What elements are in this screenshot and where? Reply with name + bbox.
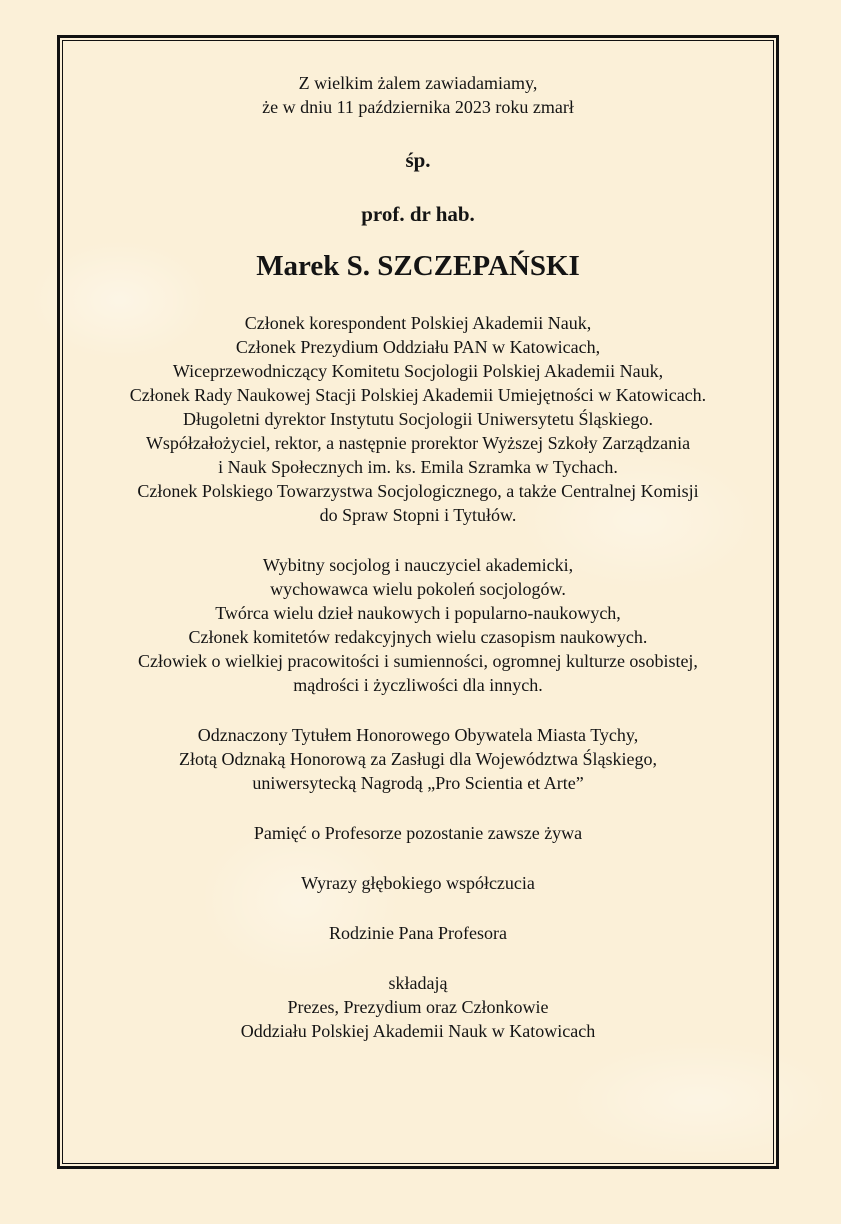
signature-line: składają [388,973,448,993]
role-line: Członek Prezydium Oddziału PAN w Katowicach, [235,337,601,357]
intro-block [60,71,776,119]
role-line: Wiceprzewodniczący Komitetu Socjologii Polskiej Akademii Nauk, [172,361,664,381]
signature-line: Prezes, Prezydium oraz Członkowie [287,997,549,1017]
award-line: uniwersytecką Nagrodą „Pro Scientia et Arte” [252,773,584,793]
memory-line: Pamięć o Profesorze pozostanie zawsze żywa [253,823,583,843]
tribute-line: mądrości i życzliwości dla innych. [293,675,543,695]
award-line: Złotą Odznaką Honorową za Zasługi dla Województwa Śląskiego, [178,749,658,769]
role-line: Współzałożyciel, rektor, a następnie prorektor Wyższej Szkoły Zarządzania [145,433,691,453]
tribute-line: Członek komitetów redakcyjnych wielu czasopism naukowych. [188,627,648,647]
intro-line: Z wielkim żalem zawiadamiamy, [298,73,538,93]
obituary-frame [57,35,779,1169]
family-line: Rodzinie Pana Profesora [329,923,507,943]
signature-line: Oddziału Polskiej Akademii Nauk w Katowicach [240,1021,596,1041]
role-line: Długoletni dyrektor Instytutu Socjologii Uniwersytetu Śląskiego. [183,409,653,429]
role-line: do Spraw Stopni i Tytułów. [319,505,517,525]
tribute-line: Wybitny socjolog i nauczyciel akademicki, [262,555,574,575]
intro-line: że w dniu 11 października 2023 roku zmarł [262,97,574,117]
awards-block [60,723,776,795]
deceased-name: Marek S. SZCZEPAŃSKI [256,250,580,282]
award-line: Odznaczony Tytułem Honorowego Obywatela Miasta Tychy, [197,725,639,745]
tribute-block [60,553,776,697]
sp-label: śp. [405,148,431,172]
role-line: i Nauk Społecznych im. ks. Emila Szramka w Tychach. [218,457,618,477]
tribute-line: Twórca wielu dzieł naukowych i popularno-naukowych, [215,603,621,623]
academic-title: prof. dr hab. [361,202,475,226]
roles-block [60,311,776,527]
obituary-content [60,71,776,1043]
tribute-line: wychowawca wielu pokoleń socjologów. [270,579,566,599]
condolences-line: Wyrazy głębokiego współczucia [301,873,535,893]
signature-block [60,971,776,1043]
tribute-line: Człowiek o wielkiej pracowitości i sumienności, ogromnej kulturze osobistej, [138,651,698,671]
role-line: Członek korespondent Polskiej Akademii Nauk, [244,313,592,333]
role-line: Członek Polskiego Towarzystwa Socjologicznego, a także Centralnej Komisji [137,481,699,501]
role-line: Członek Rady Naukowej Stacji Polskiej Akademii Umiejętności w Katowicach. [129,385,707,405]
